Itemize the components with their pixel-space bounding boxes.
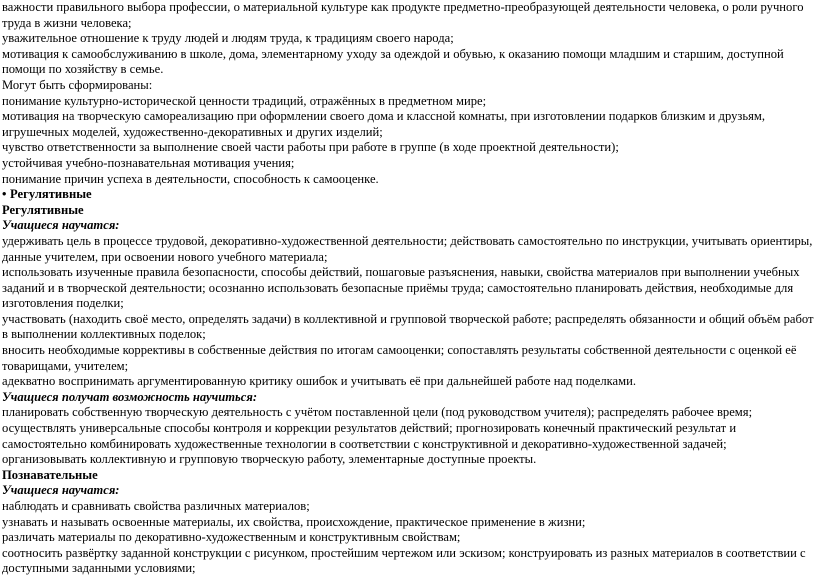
paragraph: уважительное отношение к труду людей и людям труда, к традициям своего народа; — [2, 31, 454, 46]
bullet-heading-text: Регулятивные — [10, 187, 92, 202]
paragraph: понимание причин успеха в деятельности, способность к самооценке. — [2, 171, 379, 186]
bullet-icon: • — [2, 187, 7, 202]
paragraph: планировать собственную творческую деятельность с учётом поставленной цели (под руководством учителя); распределять рабочее время; — [2, 405, 753, 420]
paragraph: использовать изученные правила безопасности, способы действий, пошаговые разъяснения, навыки, свойства материалов при выполнении учебных заданий и в творческой деятельности; осознанно использовать безопасные приёмы труда; самостоятельно планировать действия, необходимые для изготовления поделки; — [2, 265, 800, 311]
document-page — [2, 0, 814, 577]
paragraph: чувство ответственности за выполнение своей части работы при работе в группе (в ходе проектной деятельности); — [2, 140, 619, 155]
paragraph: мотивация на творческую самореализацию при оформлении своего дома и классной комнаты, при изготовлении подарков близким и друзьям, игрушечных моделей, художественно-декоративных и других изделий; — [2, 109, 766, 139]
paragraph: адекватно воспринимать аргументированную критику ошибок и учитывать её при дальнейшей работе над поделками. — [2, 374, 636, 389]
subsection-heading: Учащиеся научатся: — [2, 218, 120, 233]
paragraph: важности правильного выбора профессии, о материальной культуре как продукте предметно-преобразующей деятельности человека, о роли ручного труда в жизни человека; — [2, 0, 804, 30]
section-heading: Познавательные — [2, 467, 98, 482]
subsection-heading: Учащиеся научатся: — [2, 483, 120, 498]
paragraph: различать материалы по декоративно-художественным и конструктивным свойствам; — [2, 530, 461, 545]
paragraph: понимание культурно-исторической ценности традиций, отражённых в предметном мире; — [2, 93, 487, 108]
section-heading: Регулятивные — [2, 202, 84, 217]
paragraph: наблюдать и сравнивать свойства различных материалов; — [2, 499, 310, 513]
bullet-heading — [2, 187, 814, 203]
paragraph: узнавать и называть освоенные материалы, их свойства, происхождение, практическое применение в жизни; — [2, 514, 586, 529]
paragraph: Могут быть сформированы: — [2, 77, 153, 92]
subsection-heading: Учащиеся получат возможность научиться: — [2, 389, 258, 404]
paragraph: организовывать коллективную и групповую творческую работу, элементарные доступные проекты. — [2, 452, 537, 467]
paragraph: устойчивая учебно-познавательная мотивация учения; — [2, 155, 295, 170]
paragraph: соотносить развёртку заданной конструкции с рисунком, простейшим чертежом или эскизом; конструировать из разных материалов в соответствии с доступными заданными условиями; — [2, 545, 806, 576]
paragraph: мотивация к самообслуживанию в школе, дома, элементарному уходу за одеждой и обувью, к оказанию помощи младшим и старшим, доступной помощи по хозяйству в семье. — [2, 46, 784, 77]
paragraph: осуществлять универсальные способы контроля и коррекции результатов действий; прогнозировать конечный практический результат и самостоятельно комбинировать художественные технологии в соответствии с конструктивной и декоративно-художественной задачей; — [2, 421, 737, 451]
paragraph: участвовать (находить своё место, определять задачи) в коллективной и групповой творческой работе; распределять обязанности и общий объём работ в выполнении коллективных поделок; — [2, 311, 814, 342]
paragraph: вносить необходимые коррективы в собственные действия по итогам самооценки; сопоставлять результаты собственной деятельности с оценкой её товарищами, учителем; — [2, 343, 797, 373]
paragraph: удерживать цель в процессе трудовой, декоративно-художественной деятельности; действовать самостоятельно по инструкции, учитывать ориентиры, данные учителем, при освоении нового учебного материала; — [2, 233, 813, 264]
